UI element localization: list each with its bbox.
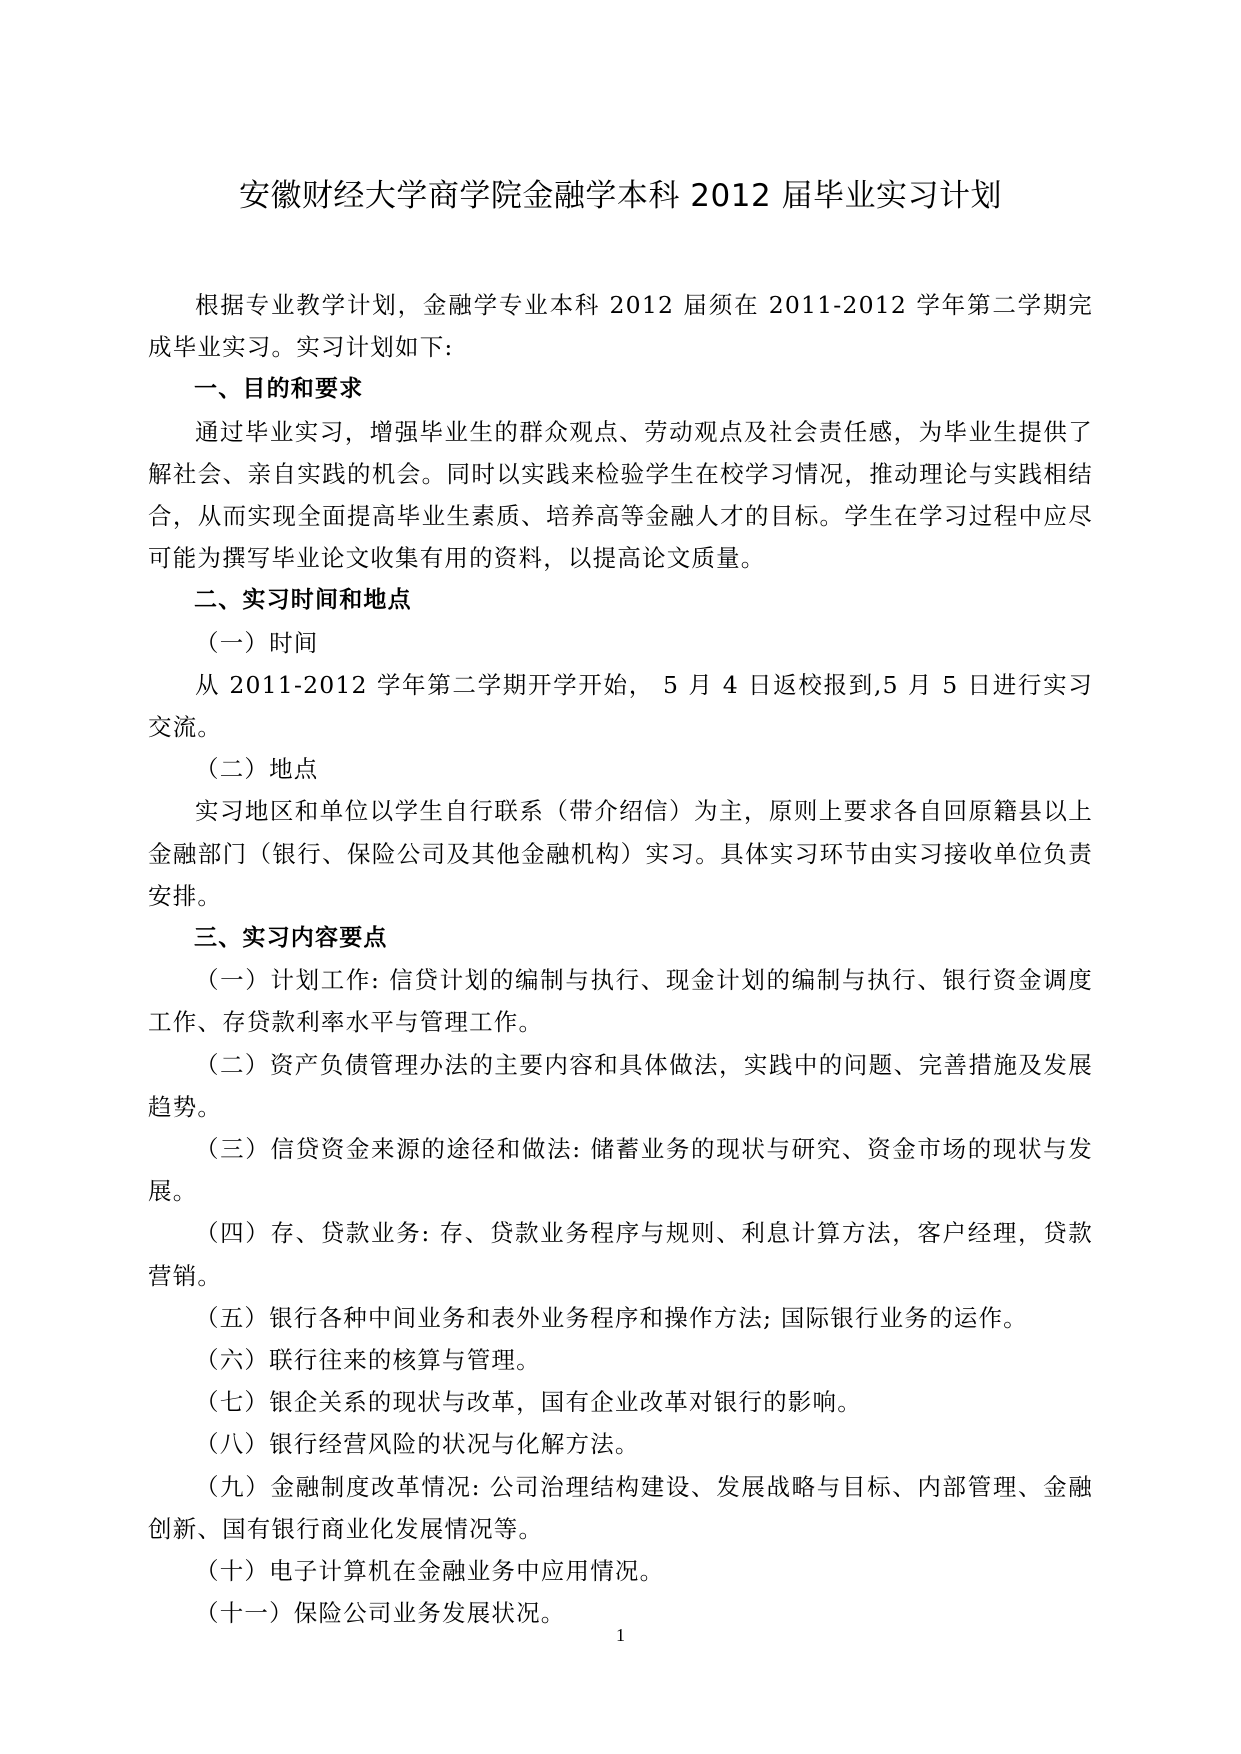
purpose-paragraph: 通过毕业实习，增强毕业生的群众观点、劳动观点及社会责任感，为毕业生提供了解社会、亲自实践的机会。同时以实践来检验学生在校学习情况，推动理论与实践相结合，从而实现全面提高毕业生素质、培养高等金融人才的目标。学生在学习过程中应尽可能为撰写毕业论文收集有用的资料，以提高论文质量。 [148, 417, 1093, 573]
content-item: （二）资产负债管理办法的主要内容和具体做法，实践中的问题、完善措施及发展趋势。 [148, 1050, 1093, 1121]
content-item: （十）电子计算机在金融业务中应用情况。 [195, 1557, 665, 1586]
content-item: （十一）保险公司业务发展状况。 [195, 1599, 566, 1628]
content-item: （九）金融制度改革情况: 公司治理结构建设、发展战略与目标、内部管理、金融创新、国有银行商业化发展情况等。 [148, 1472, 1093, 1543]
subheading-time: （一）时间 [195, 628, 319, 657]
content-item: （六）联行往来的核算与管理。 [195, 1346, 541, 1375]
subheading-place: （二）地点 [195, 755, 319, 784]
place-paragraph: 实习地区和单位以学生自行联系（带介绍信）为主，原则上要求各自回原籍县以上金融部门（银行、保险公司及其他金融机构）实习。具体实习环节由实习接收单位负责安排。 [148, 797, 1093, 910]
content-item: （三）信贷资金来源的途径和做法: 储蓄业务的现状与研究、资金市场的现状与发展。 [148, 1135, 1093, 1206]
section-heading-content: 三、实习内容要点 [194, 925, 388, 952]
content-item: （四）存、贷款业务: 存、贷款业务程序与规则、利息计算方法，客户经理，贷款营销。 [148, 1219, 1093, 1290]
page-number: 1 [616, 1625, 625, 1645]
section-heading-time-place: 二、实习时间和地点 [194, 587, 412, 614]
document-body [148, 284, 1093, 1635]
time-paragraph: 从 2011-2012 学年第二学期开学开始， 5 月 4 日返校报到,5 月 5 日进行实习交流。 [148, 670, 1093, 742]
intro-paragraph: 根据专业教学计划，金融学专业本科 2012 届须在 2011-2012 学年第二学期完成毕业实习。实习计划如下: [148, 291, 1093, 362]
content-item: （一）计划工作: 信贷计划的编制与执行、现金计划的编制与执行、银行资金调度工作、存贷款利率水平与管理工作。 [148, 966, 1093, 1037]
section-heading-purpose: 一、目的和要求 [194, 376, 364, 403]
content-item: （七）银企关系的现状与改革，国有企业改革对银行的影响。 [195, 1388, 862, 1417]
document-title: 安徽财经大学商学院金融学本科 2012 届毕业实习计划 [238, 178, 1003, 214]
content-item: （八）银行经营风险的状况与化解方法。 [195, 1430, 640, 1459]
content-item: （五）银行各种中间业务和表外业务程序和操作方法; 国际银行业务的运作。 [195, 1303, 1028, 1332]
